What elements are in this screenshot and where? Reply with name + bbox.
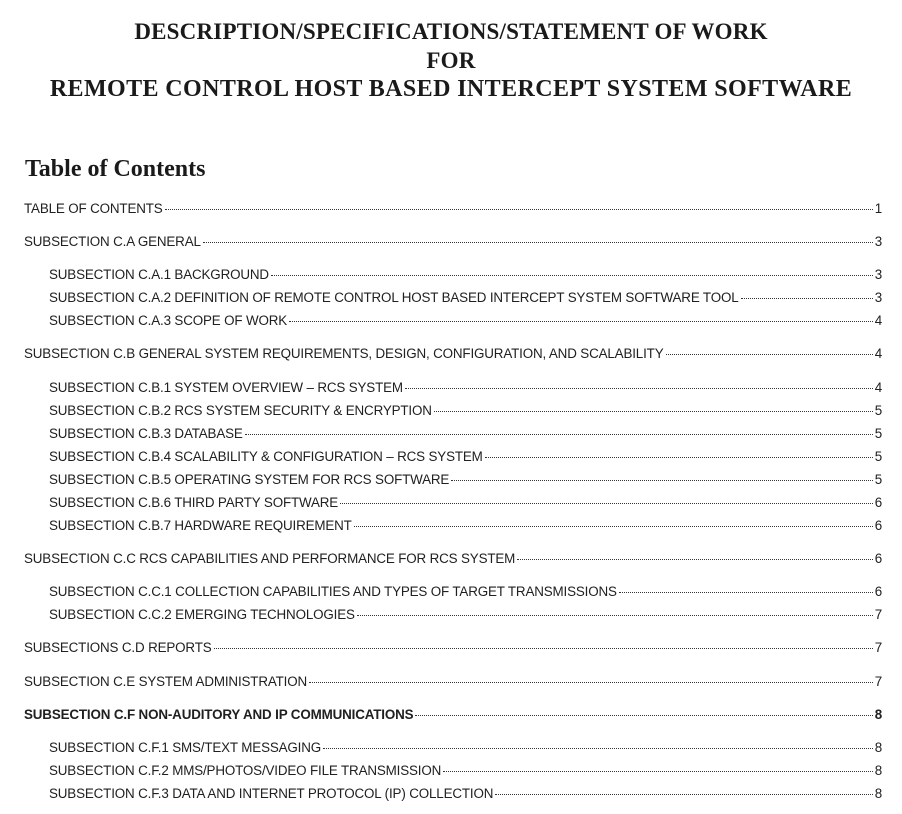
toc-entry-page: 1 <box>874 201 882 216</box>
dot-leader <box>165 209 873 210</box>
toc-entry[interactable] <box>24 201 882 221</box>
dot-leader <box>354 526 873 527</box>
toc-entry[interactable] <box>24 551 882 571</box>
toc-entry[interactable] <box>49 449 882 469</box>
toc-entry-label: SUBSECTIONS C.D REPORTS <box>24 640 212 655</box>
toc-entry[interactable] <box>49 403 882 423</box>
document-title-line-1: DESCRIPTION/SPECIFICATIONS/STATEMENT OF WORK <box>134 19 768 44</box>
toc-entry-page: 3 <box>874 290 882 305</box>
toc-entry-label: SUBSECTION C.C.2 EMERGING TECHNOLOGIES <box>49 607 355 622</box>
toc-entry-label: SUBSECTION C.A.3 SCOPE OF WORK <box>49 313 288 328</box>
toc-entry-page: 3 <box>874 267 882 282</box>
dot-leader <box>666 354 873 355</box>
toc-entry-label: SUBSECTION C.A.2 DEFINITION OF REMOTE CONTROL HOST BASED INTERCEPT SYSTEM SOFTWARE TOOL <box>49 290 739 305</box>
toc-entry[interactable] <box>49 584 882 604</box>
toc-entry-label: SUBSECTION C.F.3 DATA AND INTERNET PROTOCOL (IP) COLLECTION <box>49 786 494 801</box>
document-title-line-2: FOR <box>426 48 476 73</box>
dot-leader <box>309 682 873 683</box>
toc-entry-label: SUBSECTION C.C.1 COLLECTION CAPABILITIES AND TYPES OF TARGET TRANSMISSIONS <box>49 584 617 599</box>
toc-entry[interactable] <box>49 763 882 783</box>
toc-entry[interactable] <box>49 267 882 287</box>
toc-entry[interactable] <box>49 380 882 400</box>
toc-entry[interactable] <box>49 740 882 760</box>
toc-entry-label: SUBSECTION C.E SYSTEM ADMINISTRATION <box>24 674 308 689</box>
toc-entry-label: SUBSECTION C.F.2 MMS/PHOTOS/VIDEO FILE TRANSMISSION <box>49 763 442 778</box>
dot-leader <box>741 298 873 299</box>
toc-entry-page: 6 <box>874 518 882 533</box>
dot-leader <box>245 434 873 435</box>
toc-entry-page: 7 <box>874 640 882 655</box>
toc-entry[interactable] <box>49 607 882 627</box>
toc-entry[interactable] <box>49 518 882 538</box>
toc-entry-label: SUBSECTION C.B.2 RCS SYSTEM SECURITY & ENCRYPTION <box>49 403 432 418</box>
dot-leader <box>517 559 873 560</box>
toc-entry-label: SUBSECTION C.B.3 DATABASE <box>49 426 243 441</box>
toc-entry-page: 5 <box>874 449 882 464</box>
toc-entry-page: 8 <box>874 763 882 778</box>
dot-leader <box>323 748 873 749</box>
toc-entry-page: 6 <box>874 584 882 599</box>
toc-entry[interactable] <box>24 707 882 727</box>
toc-entry-page: 6 <box>874 495 882 510</box>
dot-leader <box>485 457 873 458</box>
toc-entry-page: 8 <box>874 707 882 722</box>
dot-leader <box>271 275 873 276</box>
toc-entry-page: 4 <box>874 380 882 395</box>
dot-leader <box>289 321 873 322</box>
toc-entry-label: SUBSECTION C.B.4 SCALABILITY & CONFIGURATION – RCS SYSTEM <box>49 449 483 464</box>
toc-entry-page: 6 <box>874 551 882 566</box>
toc-entry-label: SUBSECTION C.F NON-AUDITORY AND IP COMMUNICATIONS <box>24 707 414 722</box>
toc-entry[interactable] <box>24 674 882 694</box>
dot-leader <box>340 503 873 504</box>
toc-entry-label: SUBSECTION C.B GENERAL SYSTEM REQUIREMENTS, DESIGN, CONFIGURATION, AND SCALABILITY <box>24 346 664 361</box>
toc-entry-label: SUBSECTION C.B.6 THIRD PARTY SOFTWARE <box>49 495 339 510</box>
document-title-line-3: REMOTE CONTROL HOST BASED INTERCEPT SYSTEM SOFTWARE <box>49 76 853 102</box>
dot-leader <box>415 715 872 716</box>
dot-leader <box>434 411 873 412</box>
toc-entry[interactable] <box>24 640 882 660</box>
toc-entry-page: 5 <box>874 403 882 418</box>
toc-entry-page: 5 <box>874 426 882 441</box>
toc-entry-page: 7 <box>874 607 882 622</box>
toc-entry[interactable] <box>49 495 882 515</box>
dot-leader <box>203 242 873 243</box>
toc-entry-page: 8 <box>874 740 882 755</box>
toc-entry[interactable] <box>24 346 882 366</box>
toc-entry-label: SUBSECTION C.B.1 SYSTEM OVERVIEW – RCS SYSTEM <box>49 380 403 395</box>
dot-leader <box>619 592 873 593</box>
toc-entry-page: 5 <box>874 472 882 487</box>
dot-leader <box>357 615 873 616</box>
dot-leader <box>451 480 872 481</box>
toc-entry-page: 7 <box>874 674 882 689</box>
toc-entry-page: 4 <box>874 346 882 361</box>
toc-entry[interactable] <box>49 313 882 333</box>
toc-entry[interactable] <box>49 472 882 492</box>
toc-entry[interactable] <box>24 234 882 254</box>
toc-entry-label: TABLE OF CONTENTS <box>24 201 163 216</box>
toc-entry-label: SUBSECTION C.C RCS CAPABILITIES AND PERFORMANCE FOR RCS SYSTEM <box>24 551 516 566</box>
dot-leader <box>495 794 872 795</box>
toc-entry-label: SUBSECTION C.F.1 SMS/TEXT MESSAGING <box>49 740 322 755</box>
toc-entry[interactable] <box>49 426 882 446</box>
toc-entry-page: 8 <box>874 786 882 801</box>
toc-entry-label: SUBSECTION C.B.7 HARDWARE REQUIREMENT <box>49 518 352 533</box>
toc-entry-page: 3 <box>874 234 882 249</box>
toc-entry[interactable] <box>49 290 882 310</box>
dot-leader <box>214 648 873 649</box>
dot-leader <box>443 771 873 772</box>
toc-entry[interactable] <box>49 786 882 806</box>
toc-entry-label: SUBSECTION C.A.1 BACKGROUND <box>49 267 269 282</box>
toc-entry-label: SUBSECTION C.B.5 OPERATING SYSTEM FOR RCS SOFTWARE <box>49 472 450 487</box>
toc-entry-page: 4 <box>874 313 882 328</box>
dot-leader <box>405 388 873 389</box>
toc-heading: Table of Contents <box>25 156 206 182</box>
toc-entry-label: SUBSECTION C.A GENERAL <box>24 234 201 249</box>
